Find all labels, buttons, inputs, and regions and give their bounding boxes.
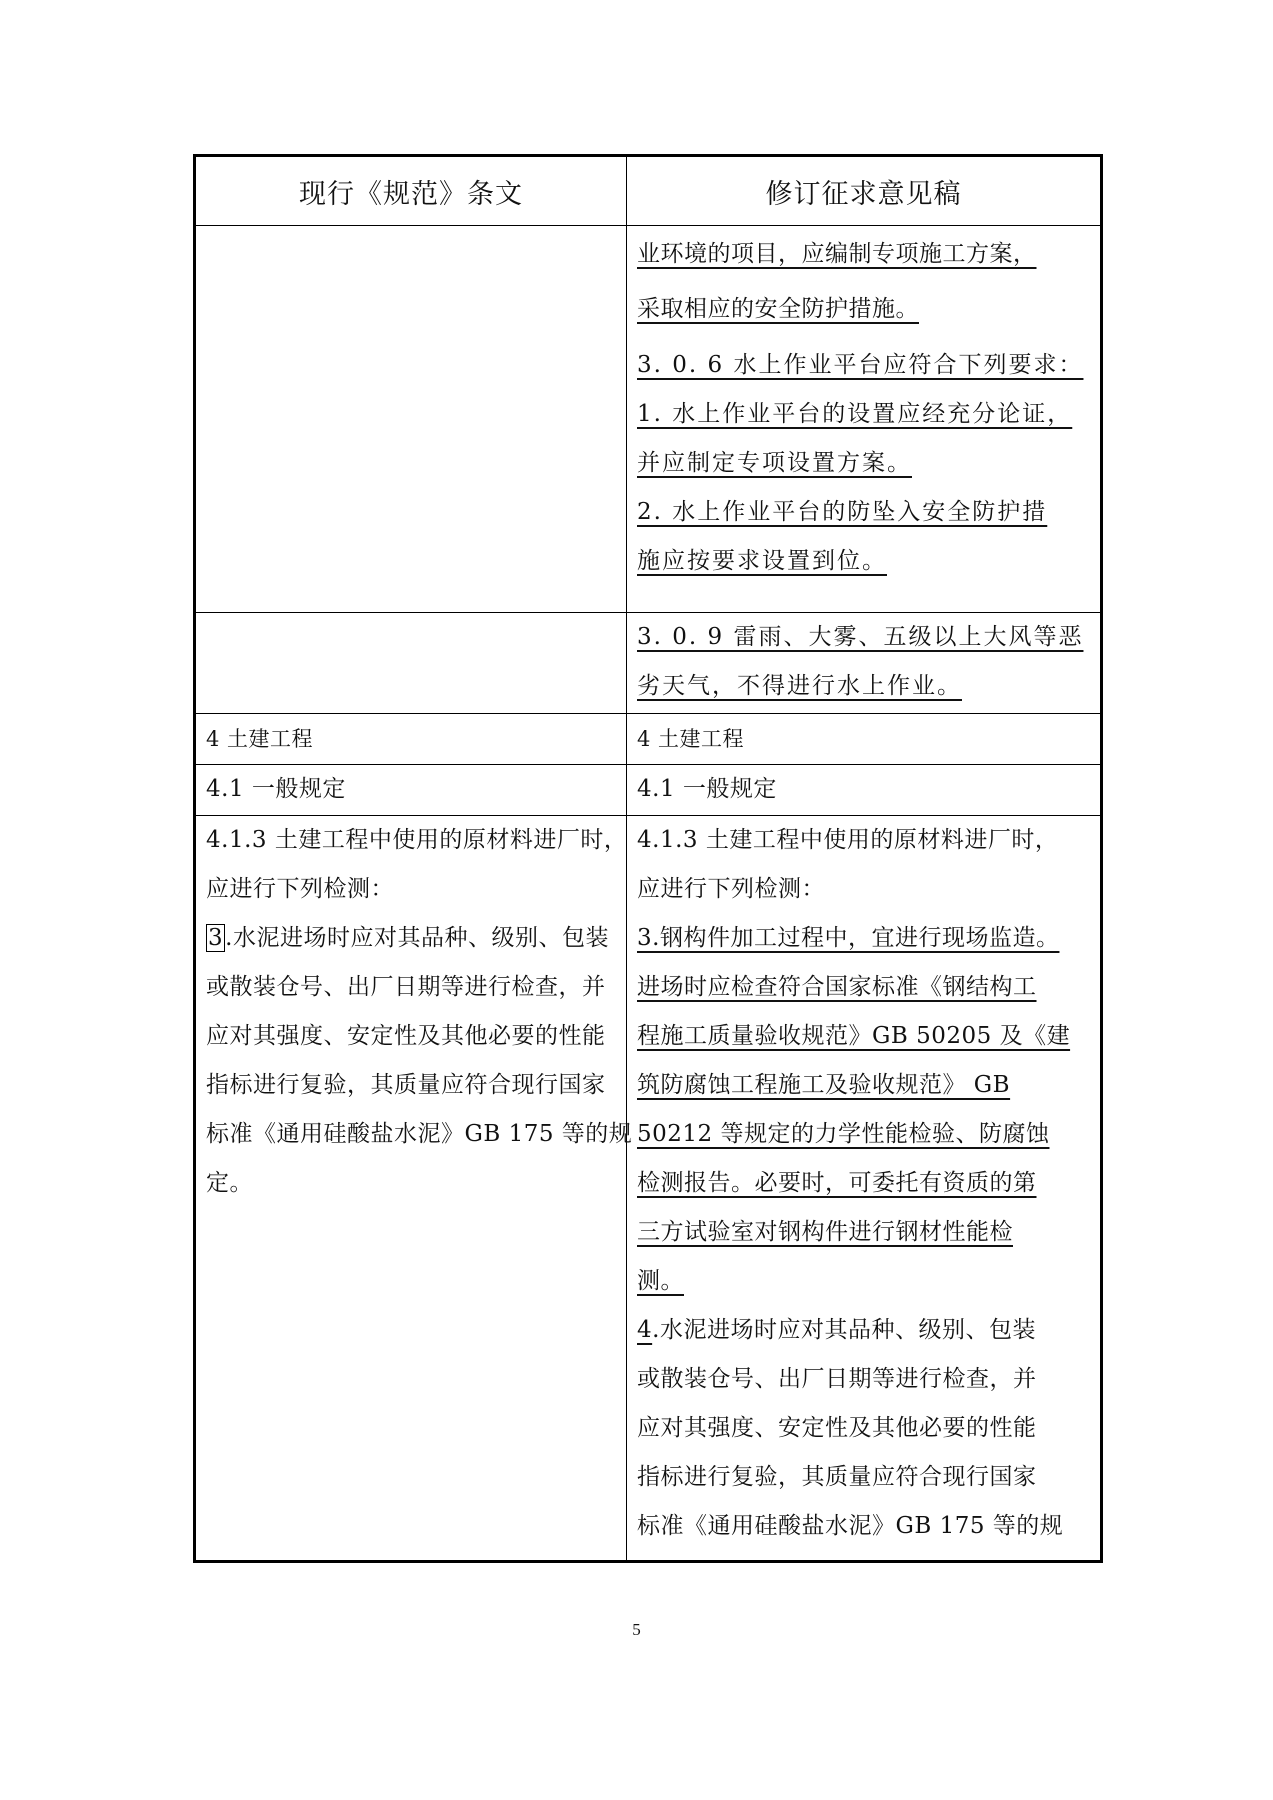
header-revision-draft: 修订征求意见稿 [627, 156, 1102, 226]
left-item-line-6: 定。 [206, 1170, 253, 1196]
left-item-line-4: 指标进行复验，其质量应符合现行国家 [206, 1072, 606, 1098]
chapter-heading-left: 4 土建工程 [206, 727, 314, 751]
left-item-line-5: 标准《通用硅酸盐水泥》GB 175 等的规 [206, 1121, 633, 1147]
row1-right-cell [627, 226, 1102, 613]
row1-line-6: 2. 水上作业平台的防坠入安全防护措 [637, 499, 1048, 525]
right-item3-line-7: 三方试验室对钢构件进行钢材性能检 [637, 1219, 1013, 1245]
table-header-row [195, 156, 1102, 226]
row2-right-cell [627, 613, 1102, 714]
row1-line-2: 采取相应的安全防护措施。 [637, 296, 919, 322]
item-number-box: 3 [208, 925, 224, 951]
row3-right-cell [627, 714, 1102, 765]
table-row [195, 816, 1102, 1562]
right-item3-line-2: 进场时应检查符合国家标准《钢结构工 [637, 974, 1037, 1000]
table-row [195, 714, 1102, 765]
right-item4-line-1 [637, 1306, 1090, 1355]
row5-left-cell [195, 816, 633, 1562]
right-item3-line-5: 50212 等规定的力学性能检验、防腐蚀 [637, 1121, 1050, 1147]
item4-number: 4 [637, 1317, 653, 1343]
section-heading-left: 4.1 一般规定 [206, 776, 346, 802]
chapter-heading-right: 4 土建工程 [637, 727, 745, 751]
table-row [195, 765, 1102, 816]
left-item-line-1 [206, 914, 616, 963]
row1-line-3: 3. 0. 6 水上作业平台应符合下列要求： [637, 352, 1084, 378]
left-intro-line-1: 4.1.3 土建工程中使用的原材料进厂时， [206, 827, 628, 853]
comparison-table [193, 154, 1103, 1563]
row1-line-4: 1. 水上作业平台的设置应经充分论证， [637, 401, 1073, 427]
row1-left-cell [195, 226, 627, 613]
right-item4-line-4: 指标进行复验，其质量应符合现行国家 [637, 1464, 1037, 1490]
right-item3-line-4: 筑防腐蚀工程施工及验收规范》 GB [637, 1072, 1011, 1098]
row2-line-2: 劣天气，不得进行水上作业。 [637, 673, 962, 699]
row3-left-cell [195, 714, 627, 765]
row5-right-cell [627, 816, 1102, 1562]
right-item3-line-1: 3.钢构件加工过程中，宜进行现场监造。 [637, 925, 1060, 951]
right-item4-line-5: 标准《通用硅酸盐水泥》GB 175 等的规 [637, 1513, 1064, 1539]
left-item-text: .水泥进场时应对其品种、级别、包装 [225, 925, 609, 951]
right-item4-text: .水泥进场时应对其品种、级别、包装 [652, 1317, 1036, 1343]
table-row [195, 613, 1102, 714]
right-intro-line-1: 4.1.3 土建工程中使用的原材料进厂时， [637, 827, 1059, 853]
right-item3-line-6: 检测报告。必要时，可委托有资质的第 [637, 1170, 1037, 1196]
row1-line-5: 并应制定专项设置方案。 [637, 450, 912, 476]
right-item3-line-8: 测。 [637, 1268, 684, 1294]
row1-line-7: 施应按要求设置到位。 [637, 548, 887, 574]
section-heading-right: 4.1 一般规定 [637, 776, 777, 802]
row4-left-cell [195, 765, 627, 816]
right-item3-line-3: 程施工质量验收规范》GB 50205 及《建 [637, 1023, 1071, 1049]
row4-right-cell [627, 765, 1102, 816]
right-intro-line-2: 应进行下列检测： [637, 876, 825, 902]
left-item-line-3: 应对其强度、安定性及其他必要的性能 [206, 1023, 606, 1049]
right-item4-line-3: 应对其强度、安定性及其他必要的性能 [637, 1415, 1037, 1441]
row2-line-1: 3. 0. 9 雷雨、大雾、五级以上大风等恶 [637, 624, 1084, 650]
row2-left-cell [195, 613, 627, 714]
page-number: 5 [632, 1620, 641, 1639]
table-row [195, 226, 1102, 613]
header-current-clause: 现行《规范》条文 [195, 156, 627, 226]
row1-line-1: 业环境的项目，应编制专项施工方案， [637, 241, 1037, 267]
left-item-line-2: 或散装仓号、出厂日期等进行检查，并 [206, 974, 606, 1000]
right-item4-line-2: 或散装仓号、出厂日期等进行检查，并 [637, 1366, 1037, 1392]
left-intro-line-2: 应进行下列检测： [206, 876, 394, 902]
